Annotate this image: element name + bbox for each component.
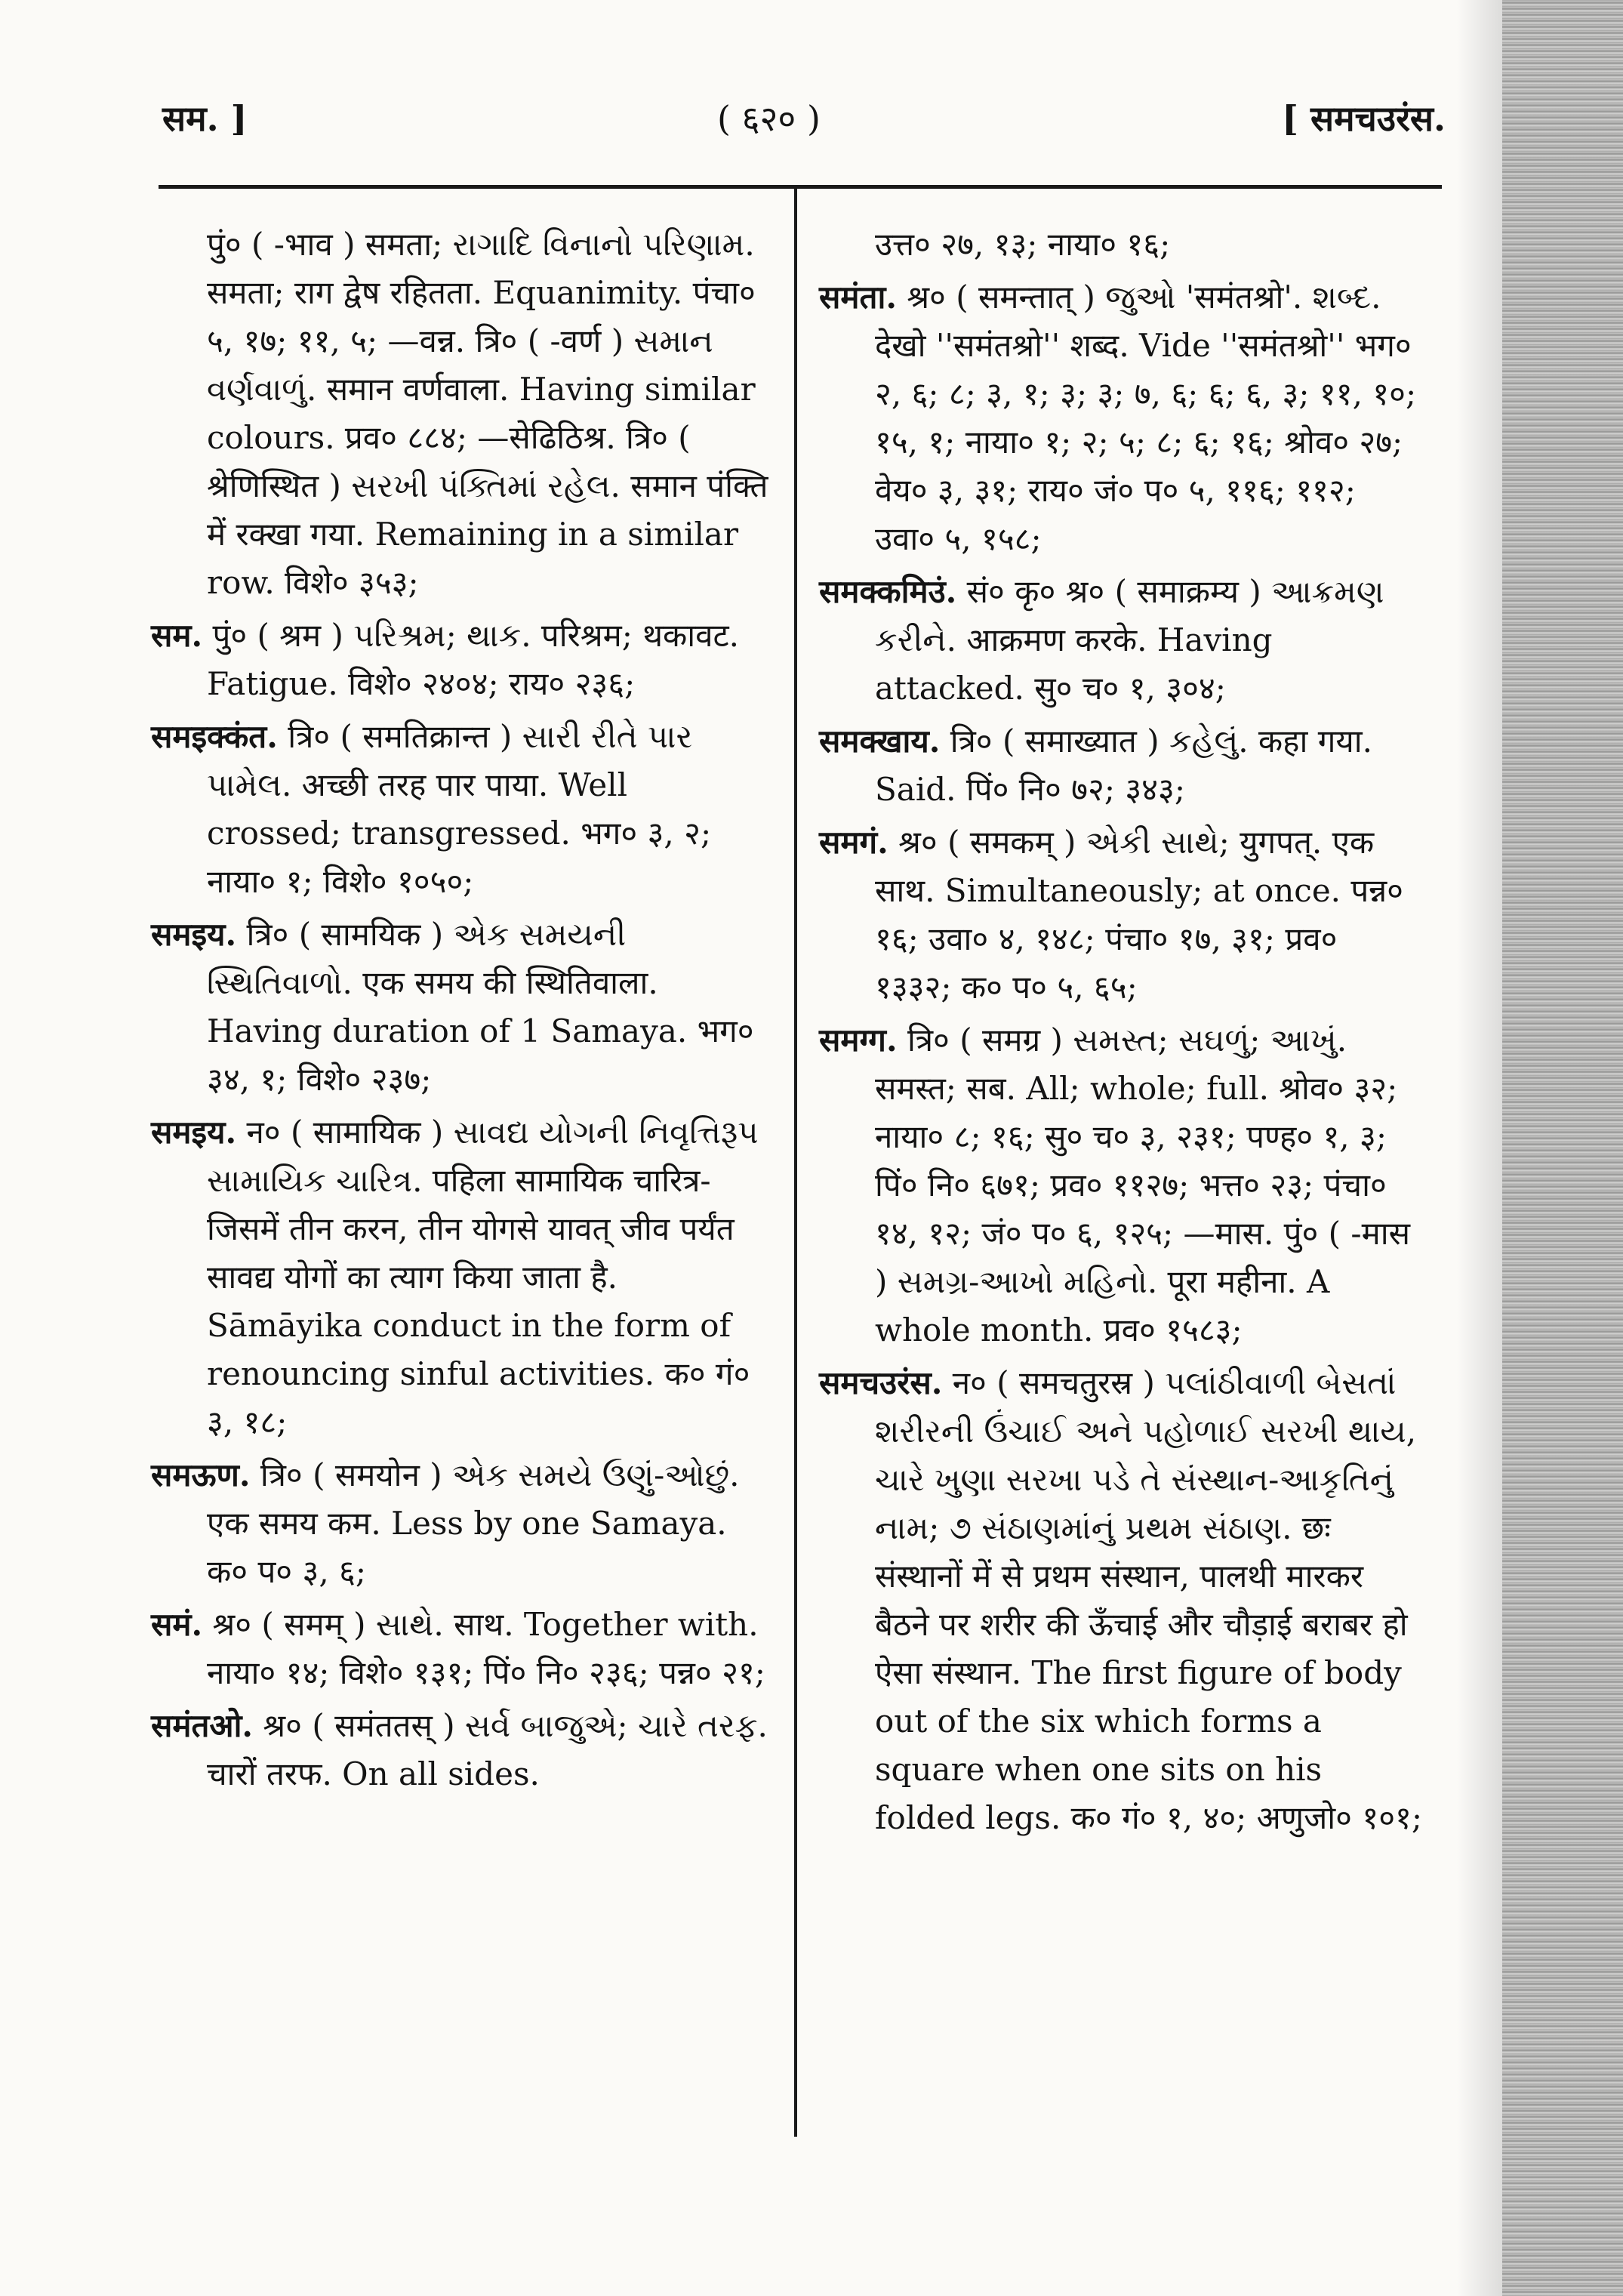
scan-edge: [1502, 0, 1623, 2296]
entry-text: त्रि० ( समग्र ) સમસ્ત; સઘળું; આખું. समस्त; सब. All; whole; full. श्रोव० ३२; नाया० ८; १६; सु० च० ३, २३१; पण्ह० १, ३; पिं० नि० ६७१; प्रव० ११२७; भत्त० २३; पंचा० १४, १२; जं० प० ६, १२५;: [875, 1022, 1398, 1252]
entry-text: त्रि० ( समयोन ) એક સમયે ઉણું-ઓછું. एक समय कम. Less by one Samaya. क० प० ३, ६;: [207, 1456, 740, 1590]
entry-text: त्रि० ( सामयिक ) એક સમયની સ્થિતિવાળો. एक समय की स्थितिवाला. Having duration of 1 Samaya. भग० ३४, १; विशे० २३७;: [207, 916, 754, 1098]
entry-text: सं० कृ० श्र० ( समाक्रम्य ) આક્રમણ કરીને. आक्रमण करके. Having attacked. सु० च० १, ३०४;: [875, 573, 1384, 707]
dictionary-entry: [151, 1451, 770, 1596]
dictionary-entry: [151, 1601, 770, 1697]
dictionary-entry: [151, 220, 770, 607]
entry-text: पुं० ( श्रम ) પરિશ્રમ; થાક. परिश्रम; थकावट. Fatigue. विशे० २४०४; राय० २३६;: [207, 617, 740, 702]
entry-text: श्र० ( समंततस् ) સર્વ બાજુએ; ચારે તરફ. चारों तरफ. On all sides.: [207, 1707, 768, 1792]
dictionary-entry: [151, 911, 770, 1104]
entry-headword: समग्ग.: [819, 1022, 898, 1059]
entry-headword: समं.: [151, 1606, 203, 1643]
entry-text: श्र० ( समम् ) સાથે. साथ. Together with. नाया० १४; विशे० १३१; पिं० नि० २३६; पन्न० २१;: [207, 1606, 765, 1691]
scan-edge-shadow: [1457, 0, 1502, 2296]
dictionary-entry: [819, 568, 1423, 713]
entry-headword: सम.: [151, 617, 203, 654]
entry-text: त्रि० ( समाख्यात ) કહેલું. कहा गया. Said. पिं० नि० ७२; ३४३;: [875, 723, 1372, 808]
dictionary-entry: [151, 1702, 770, 1798]
entry-text: श्र० ( समकम् ) એકી સાથે; युगपत्. एक साथ. Simultaneously; at once. पन्न० १६; उवा० ४, १४८; पंचा० १७, ३१; प्रव० १३३२; क० प० ५, ६५;: [875, 824, 1404, 1006]
entry-text: उत्त० २७, १३; नाया० १६;: [875, 226, 1171, 263]
header-right-guideword: [ समचउरंस.: [1282, 98, 1446, 139]
entry-headword: समक्कमिउं.: [819, 573, 957, 610]
entry-headword: समऊण.: [151, 1456, 251, 1493]
right-column: [819, 220, 1423, 1847]
left-column: [151, 220, 770, 1803]
header-rule: [159, 185, 1442, 189]
entry-text: त्रि० ( समतिक्रान्त ) સારી રીતે પાર પામેલ. अच्छी तरह पार पाया. Well crossed; transgressed. भग० ३, २; नाया० १; विशे० १०५०;: [207, 718, 712, 900]
entry-headword: समंतओ.: [151, 1707, 254, 1744]
entry-headword: समंता.: [819, 279, 897, 316]
dictionary-entry: [819, 1016, 1423, 1354]
entry-headword: समचउरंस.: [819, 1364, 943, 1401]
dictionary-entry: [151, 713, 770, 906]
dictionary-entry: [819, 818, 1423, 1012]
entry-headword: समक्खाय.: [819, 723, 941, 760]
entry-text: न० ( सामायिक ) સાવદ્ય યોગની નિવૃત્તિરૂપ સામાયિક ચારિત્ર. पहिला सामायिक चारित्र-जिसमें तीन करन, तीन योगसे यावत् जीव पर्यंत सावद्य योगों का त्याग किया जाता है. Sāmāyika conduct in the form of renouncing sinful activities. क० गं० ३, १८;: [207, 1114, 759, 1441]
dictionary-entry: [819, 1359, 1423, 1842]
entry-headword: समइक्कंत.: [151, 718, 278, 755]
entry-subentry: —मास. पुं० ( -मास ) સમગ્ર-આખો મહિનો. पूरा महीना. A whole month. प्रव० १५८३;: [875, 1215, 1410, 1348]
entry-text: श्र० ( समन्तात् ) જુઓ 'समंतश्रो'. શબ્દ. देखो ''समंतश्रो'' शब्द. Vide ''समंतश्रो'' भग० २, ६; ८; ३, १; ३; ३; ७, ६; ६; ६, ३; ११, १०; १५, १; नाया० १; २; ५; ८; ६; १६; श्रोव० २७; वेय० ३, ३१; राय० जं० प० ५, ११६; ११२; उवा० ५, १५८;: [875, 279, 1417, 557]
dictionary-entry: [151, 612, 770, 708]
entry-headword: समगं.: [819, 824, 888, 861]
dictionary-entry: [819, 717, 1423, 814]
entry-text: पुं० ( -भाव ) समता; રાગાદિ વિનાનો પરિણામ. समता; राग द्वेष रहितता. Equanimity. पंचा० ५, १७; ११, ५;: [207, 226, 756, 359]
page-number: ( ६२० ): [717, 98, 821, 139]
dictionary-entry: [819, 273, 1423, 563]
column-divider: [794, 189, 797, 2137]
entry-headword: समइय.: [151, 1114, 237, 1151]
dictionary-entry: [151, 1108, 770, 1447]
entry-subentry: —वन्न. त्रि० ( -वर्ण ) સમાન વર્ણવાળું. समान वर्णवाला. Having similar colours. प्रव० ८८४;: [207, 322, 756, 456]
page-header: [162, 94, 1446, 162]
entry-subentry: —सेढिठिश्र. त्रि० ( श्रेणिस्थित ) સરખી પંક્તિમાં રહેલ. समान पंक्ति में रक्खा गया. Remaining in a similar row. विशे० ३५३;: [207, 419, 768, 601]
dictionary-entry: [819, 220, 1423, 269]
entry-headword: समइय.: [151, 916, 237, 953]
entry-text: न० ( समचतुरस्र ) પલાંઠીવાળી બેસતાં શરીરની ઉંચાઈ અને પહોળાઈ સરખી થાય, ચારે ખુણા સરખા પડે તે સંસ્થાન-આકૃતિનું નામ; ૭ સંઠાણમાંનું પ્રથમ સંઠાણ. छः संस्थानों में से प्रथम संस्थान, पालथी मारकर बैठने पर शरीर की ऊँचाई और चौड़ाई बराबर हो ऐसा संस्थान. The first figure of body out of the six which forms a square when one sits on his folded legs. क० गं० १, ४०; अणुजो० १०१;: [875, 1364, 1423, 1836]
header-left-guideword: सम. ]: [162, 98, 248, 139]
